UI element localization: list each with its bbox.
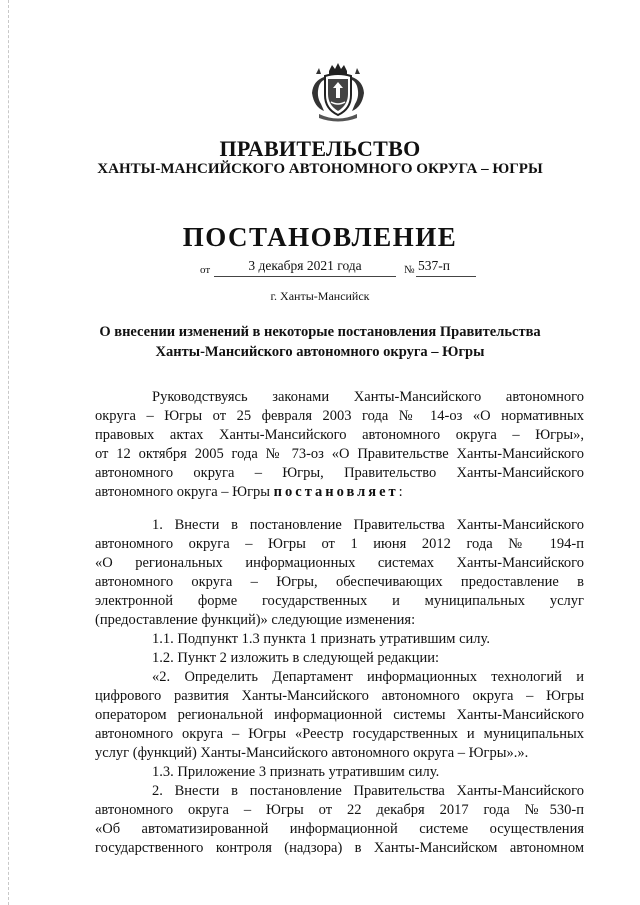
text-line: автономного округа – Югры от 22 декабря 2017 года №530-п — [95, 802, 584, 818]
government-title: ПРАВИТЕЛЬСТВО — [219, 136, 421, 161]
text-line: 1. Внести в постановление Правительства Ханты-Мансийского — [152, 517, 584, 533]
document-subject — [0, 322, 640, 362]
text-line: правовых актах Ханты-Мансийского автономного округа – Югры», — [95, 427, 584, 443]
subject-line: О внесении изменений в некоторые постановления Правительства — [99, 324, 541, 340]
text-fragment: : — [398, 484, 403, 500]
date-number-line — [0, 260, 640, 280]
document-number: 537-п — [418, 258, 450, 273]
date-underline — [214, 276, 396, 277]
text-line: автономного округа – Югры «Реестр государственных и муниципальных — [95, 726, 584, 742]
text-line: (предоставление функций)» следующие изменения: — [95, 612, 416, 628]
text-line: «Об автоматизированной информационной системе осуществления — [95, 821, 584, 837]
text-line: «2. Определить Департамент информационных технологий и — [152, 669, 584, 685]
coat-of-arms-emblem — [307, 62, 369, 124]
text-line: автономного округа – Югры от 1 июня 2012 года № 194-п — [95, 536, 584, 552]
text-line: услуг (функций) Ханты-Мансийского автономного округа – Югры».». — [95, 745, 529, 761]
subject-line: Ханты-Мансийского автономного округа – Югры — [155, 344, 485, 360]
text-line: «О региональных информационных системах Ханты-Мансийского — [95, 555, 584, 571]
text-line: 1.3. Приложение 3 признать утратившим силу. — [152, 764, 440, 780]
text-line: автономного округа – Югры, обеспечивающих предоставление в — [95, 574, 584, 590]
text-line: Руководствуясь законами Ханты-Мансийского автономного — [152, 389, 584, 405]
issue-city: г. Ханты-Мансийск — [270, 289, 370, 303]
text-line: электронной форме государственных и муниципальных услуг — [95, 593, 584, 609]
decree-word: постановляет — [273, 484, 399, 500]
preamble-paragraph — [95, 388, 584, 502]
text-line: 2. Внести в постановление Правительства Ханты-Мансийского — [152, 783, 584, 799]
number-underline — [416, 276, 476, 277]
number-prefix: № — [404, 264, 415, 276]
decree-body — [95, 516, 584, 858]
text-line: от 12 октября 2005 года № 73-оз «О Правительстве Ханты-Мансийского — [95, 446, 584, 462]
text-line: оператором региональной информационной системы Ханты-Мансийского — [95, 707, 584, 723]
text-line — [95, 483, 584, 502]
text-fragment: автономного округа – Югры — [95, 484, 274, 500]
text-line: 1.1. Подпункт 1.3 пункта 1 признать утратившим силу. — [152, 631, 490, 647]
text-line: цифрового развития Ханты-Мансийского автономного округа – Югры — [95, 688, 584, 704]
text-line: 1.2. Пункт 2 изложить в следующей редакции: — [152, 650, 440, 666]
text-line: автономного округа – Югры, Правительство Ханты-Мансийского — [95, 465, 584, 481]
text-line: государственного контроля (надзора) в Ханты-Мансийском автономном — [95, 840, 584, 856]
government-region: ХАНТЫ-МАНСИЙСКОГО АВТОНОМНОГО ОКРУГА – ЮГРЫ — [97, 161, 543, 177]
document-type-title: ПОСТАНОВЛЕНИЕ — [182, 222, 458, 252]
text-line: округа – Югры от 25 февраля 2003 года № 14-оз «О нормативных — [95, 408, 584, 424]
date-prefix: от — [200, 264, 211, 276]
document-date: 3 декабря 2021 года — [248, 258, 362, 273]
